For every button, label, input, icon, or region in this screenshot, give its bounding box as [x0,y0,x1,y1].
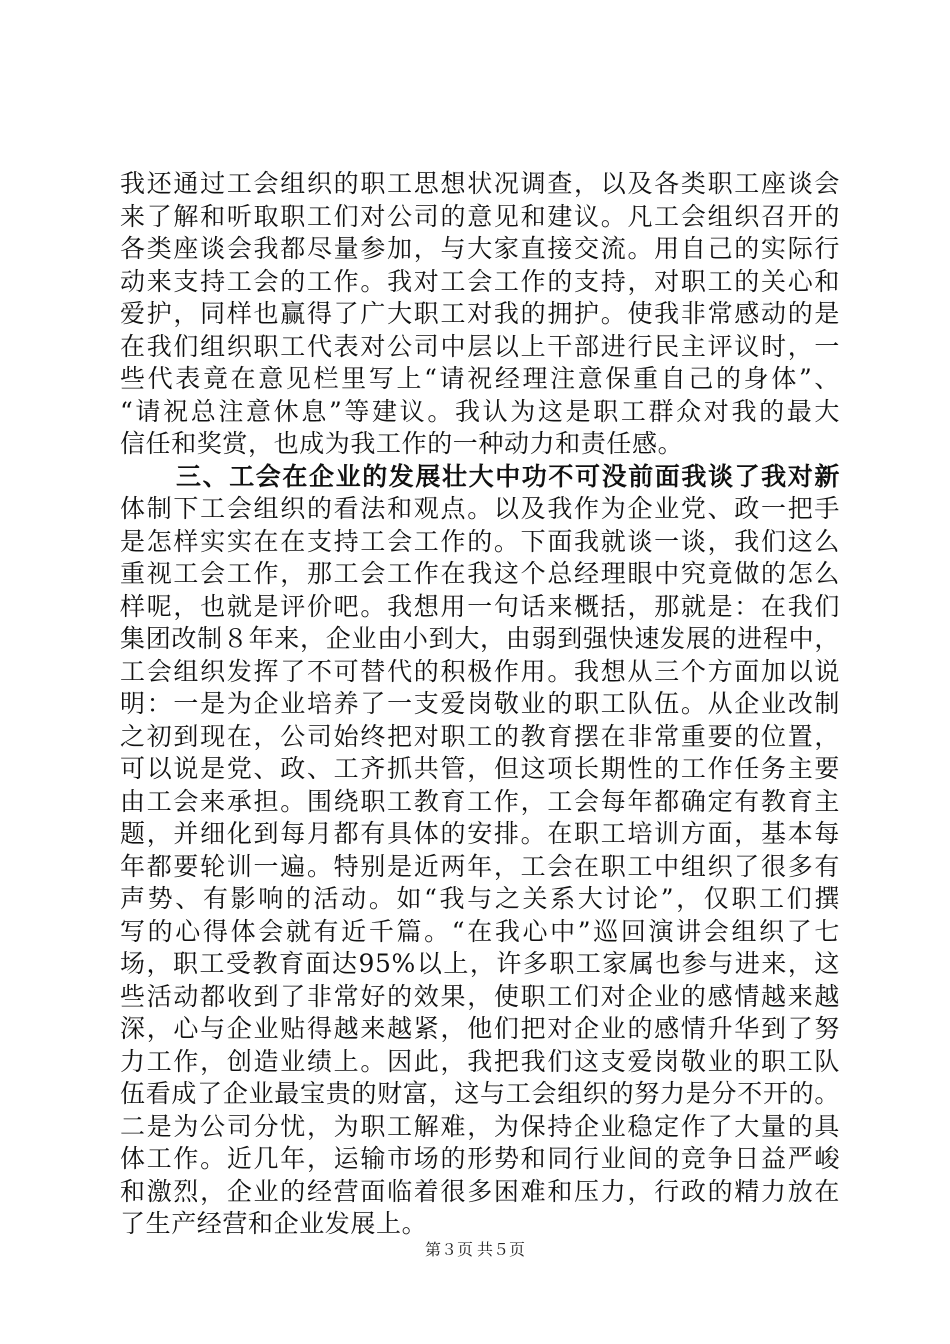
text-line: 是怎样实实在在支持工会工作的。下面我就谈一谈，我们这么 [120,526,840,556]
text-line: 场，职工受教育面达95%以上，许多职工家属也参与进来，这 [120,949,840,978]
paragraph-1 [120,168,840,461]
text-line: 可以说是党、政、工齐抓共管，但这项长期性的工作任务主要 [120,754,840,783]
text-line: 深，心与企业贴得越来越紧，他们把对企业的感情升华到了努 [120,1014,840,1043]
text-line: 二是为公司分忧，为职工解难，为保持企业稳定作了大量的具 [120,1111,840,1141]
text-line: 爱护，同样也赢得了广大职工对我的拥护。使我非常感动的是 [120,299,840,328]
text-line: 力工作，创造业绩上。因此，我把我们这支爱岗敬业的职工队 [120,1046,840,1076]
text-line: 之初到现在，公司始终把对职工的教育摆在非常重要的位置， [120,721,840,751]
paragraph-2 [120,461,840,1241]
text-line: 明：一是为企业培养了一支爱岗敬业的职工队伍。从企业改制 [120,689,840,718]
page-footer [0,1240,950,1262]
text-line: 我还通过工会组织的职工思想状况调查，以及各类职工座谈会 [120,169,840,198]
text-line: 了生产经营和企业发展上。 [120,1209,428,1238]
text-line: 和激烈，企业的经营面临着很多困难和压力，行政的精力放在 [120,1176,840,1206]
text-line: 集团改制８年来，企业由小到大，由弱到强快速发展的进程中， [120,624,840,653]
text-line: 体制下工会组织的看法和观点。以及我作为企业党、政一把手 [120,494,840,523]
text-line: 声势、有影响的活动。如“我与之关系大讨论”，仅职工们撰 [120,884,840,913]
text-line: 样呢，也就是评价吧。我想用一句话来概括，那就是：在我们 [120,591,840,621]
text-line: 由工会来承担。围绕职工教育工作，工会每年都确定有教育主 [120,786,840,816]
text-line: 题，并细化到每月都有具体的安排。在职工培训方面，基本每 [120,819,840,848]
text-line: 动来支持工会的工作。我对工会工作的支持，对职工的关心和 [120,266,840,296]
text-line: 来了解和听取职工们对公司的意见和建议。凡工会组织召开的 [120,201,840,231]
text-line: 伍看成了企业最宝贵的财富，这与工会组织的努力是分不开的。 [120,1079,840,1108]
page-number: 第３页 共５页 [424,1242,525,1259]
text-line: 信任和奖赏，也成为我工作的一种动力和责任感。 [120,429,684,458]
text-line: 在我们组织职工代表对公司中层以上干部进行民主评议时，一 [120,331,840,361]
text-line: 体工作。近几年，运输市场的形势和同行业间的竞争日益严峻 [120,1144,840,1173]
text-line: 重视工会工作，那工会工作在我这个总经理眼中究竟做的怎么 [120,559,840,588]
text-line: “请祝总注意休息”等建议。我认为这是职工群众对我的最大 [120,396,840,426]
body-text [120,168,840,1241]
text-line: 写的心得体会就有近千篇。“在我心中”巡回演讲会组织了七 [120,916,840,946]
text-line: 工会组织发挥了不可替代的积极作用。我想从三个方面加以说 [120,656,840,686]
text-line: 年都要轮训一遍。特别是近两年，工会在职工中组织了很多有 [120,851,840,881]
text-line: 些代表竟在意见栏里写上“请祝经理注意保重自己的身体”、 [120,364,840,393]
section-heading-line: 三、工会在企业的发展壮大中功不可没前面我谈了我对新 [176,461,840,491]
text-line: 些活动都收到了非常好的效果，使职工们对企业的感情越来越 [120,981,840,1011]
text-line: 各类座谈会我都尽量参加，与大家直接交流。用自己的实际行 [120,234,840,263]
